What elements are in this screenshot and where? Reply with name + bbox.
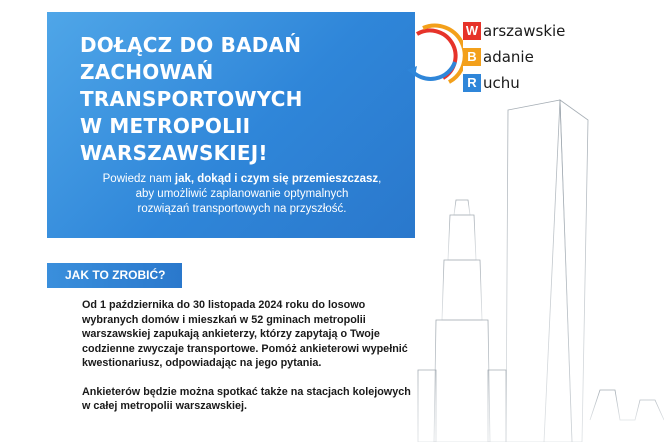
logo-row-b — [463, 48, 534, 66]
logo-letter-r: R — [463, 74, 481, 92]
hero-title-line: W METROPOLII — [80, 114, 251, 138]
logo-word-rest: uchu — [483, 74, 520, 92]
warsaw-skyline-icon — [410, 90, 664, 442]
logo-letter-w: W — [463, 22, 481, 40]
logo-arcs-icon — [403, 18, 463, 98]
hero-subtitle-line: aby umożliwić zaplanowanie optymalnych — [135, 188, 349, 200]
logo-letter-b: B — [463, 48, 481, 66]
hero-subtitle-bold: jak, dokąd i czym się przemieszczasz — [174, 173, 379, 185]
section-heading-how-to: JAK TO ZROBIĆ? — [47, 263, 182, 288]
body-text — [82, 298, 412, 428]
hero-title-line: ZACHOWAŃ — [80, 60, 214, 84]
hero-title-line: TRANSPORTOWYCH — [80, 87, 303, 111]
body-paragraph: Od 1 października do 30 listopada 2024 roku do losowo wybranych domów i mieszkań w 52 gminach metropolii warszawskiej zapukają ankieterzy, którzy zapytają o Twoje codzienne zwyczaje transportowe. Pomóż ankieterowi wypełnić kwestionariusz, odpowiadając na jego pytania. — [82, 299, 408, 369]
hero-subtitle-line: rozwiązań transportowych na przyszłość. — [137, 203, 347, 215]
body-paragraph: Ankieterów będzie można spotkać także na stacjach kolejowych w całej metropolii warszawskiej. — [82, 385, 411, 412]
hero-title-line: DOŁĄCZ DO BADAŃ — [80, 33, 302, 57]
logo-word-rest: arszawskie — [483, 22, 566, 40]
hero-title — [80, 32, 340, 167]
hero-subtitle-suffix: , — [378, 173, 382, 185]
logo-word-rest: adanie — [483, 48, 534, 66]
logo-row-w — [463, 22, 565, 40]
hero-subtitle — [82, 172, 402, 217]
hero-subtitle-prefix: Powiedz nam — [102, 173, 175, 185]
hero-title-line: WARSZAWSKIEJ! — [80, 141, 268, 165]
